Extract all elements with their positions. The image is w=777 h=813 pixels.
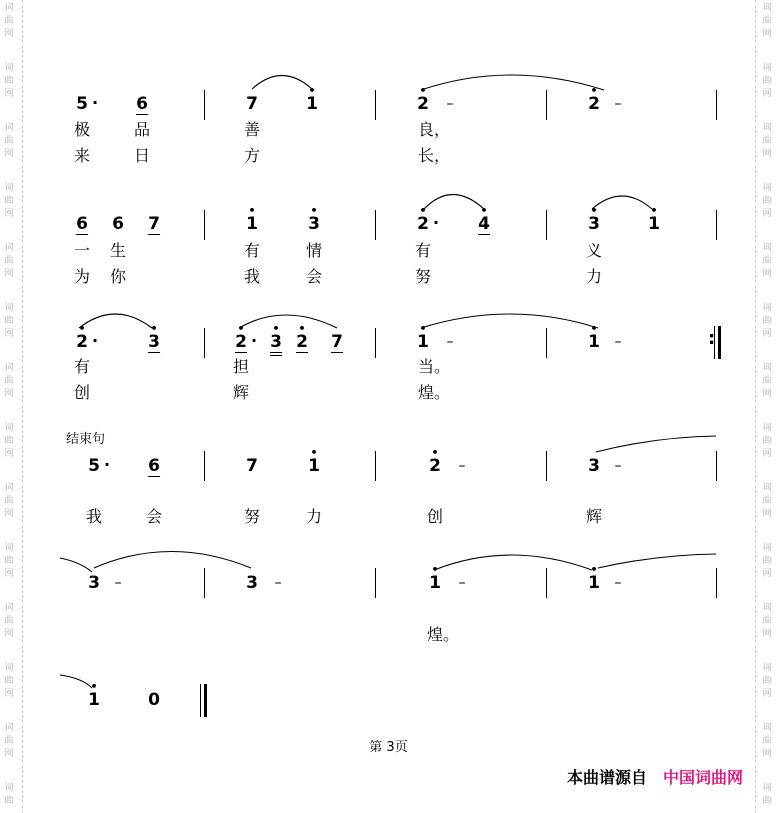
- watermark-char: 词: [4, 63, 14, 73]
- bar-line: [716, 568, 717, 598]
- note: 7: [331, 332, 343, 352]
- source-site-link[interactable]: 中国词曲网: [662, 768, 743, 787]
- slur: [252, 76, 312, 90]
- watermark-char: 曲: [4, 616, 14, 626]
- source-credit: [567, 765, 743, 788]
- watermark-char: 词: [762, 3, 772, 13]
- repeat-thick-bar: [718, 326, 721, 359]
- watermark-char: 词: [762, 783, 772, 793]
- augmentation-dot: ·: [92, 93, 99, 112]
- watermark-char: 词: [762, 123, 772, 133]
- lyric: 来: [73, 146, 91, 165]
- note: 7: [246, 94, 258, 114]
- lyric: 努: [414, 267, 432, 286]
- bar-line: [375, 451, 376, 481]
- dash: –: [114, 575, 122, 591]
- slur: [60, 558, 92, 572]
- watermark-char: 词: [762, 423, 772, 433]
- watermark-char: 词: [762, 243, 772, 253]
- lyric: 努: [243, 507, 261, 526]
- bar-line: [375, 210, 376, 240]
- dash: –: [458, 575, 466, 591]
- dash: –: [446, 334, 454, 350]
- dash: –: [614, 334, 622, 350]
- watermark-char: 词: [762, 63, 772, 73]
- note: 7: [148, 214, 160, 234]
- watermark-char: 曲: [4, 16, 14, 26]
- watermark-char: 网: [4, 569, 14, 579]
- note: • 1: [308, 446, 320, 476]
- note: • 1: [588, 563, 600, 593]
- watermark-char: 词: [4, 183, 14, 193]
- watermark-char: 词: [4, 723, 14, 733]
- watermark-char: 网: [762, 629, 772, 639]
- watermark-char: 词: [762, 603, 772, 613]
- bar-line: [716, 451, 717, 481]
- note: • 3: [308, 204, 320, 234]
- lyric: 我: [85, 507, 103, 526]
- slur: [424, 195, 484, 210]
- watermark-char: 网: [4, 149, 14, 159]
- watermark-char: 词: [762, 543, 772, 553]
- lyric: 有: [243, 241, 261, 260]
- bar-line: [546, 568, 547, 598]
- watermark-char: 曲: [4, 376, 14, 386]
- watermark-char: 曲: [4, 676, 14, 686]
- watermark-char: 网: [762, 329, 772, 339]
- lyric: 长，: [417, 146, 451, 165]
- watermark-char: 词: [4, 123, 14, 133]
- watermark-char: 网: [762, 89, 772, 99]
- note: • 3: [270, 332, 282, 352]
- watermark-char: 曲: [762, 136, 772, 146]
- bar-line: [546, 451, 547, 481]
- augmentation-dot: ·: [104, 455, 111, 474]
- watermark-char: 网: [4, 629, 14, 639]
- bar-line: [546, 328, 547, 358]
- watermark-char: 网: [762, 449, 772, 459]
- lyric: 一: [73, 241, 91, 260]
- watermark-char: 曲: [4, 436, 14, 446]
- bar-line: [546, 210, 547, 240]
- final-thin-bar: [200, 684, 201, 717]
- watermark-char: 网: [762, 509, 772, 519]
- watermark-char: 网: [762, 269, 772, 279]
- note: • 1: [588, 322, 600, 352]
- watermark-char: 曲: [4, 496, 14, 506]
- watermark-char: 网: [762, 689, 772, 699]
- dash: –: [614, 96, 622, 112]
- watermark-char: 词: [4, 663, 14, 673]
- note: 3: [88, 573, 100, 593]
- watermark-char: 曲: [762, 76, 772, 86]
- note: • 2: [235, 322, 247, 352]
- note: 5: [88, 456, 100, 476]
- lyric: 为: [73, 267, 91, 286]
- watermark-char: 词: [762, 363, 772, 373]
- bar-line: [204, 568, 205, 598]
- bar-line: [375, 568, 376, 598]
- lyric: 义: [585, 241, 603, 260]
- slur: [94, 552, 251, 569]
- watermark-char: 词: [762, 663, 772, 673]
- lyric: 创: [426, 507, 444, 526]
- augmentation-dot: ·: [92, 331, 99, 350]
- bar-line: [716, 210, 717, 240]
- dash: –: [614, 458, 622, 474]
- bar-line: [204, 90, 205, 120]
- watermark-char: 曲: [762, 436, 772, 446]
- source-prefix: 本曲谱源自: [566, 768, 647, 787]
- watermark-char: 词: [4, 243, 14, 253]
- slur: [421, 75, 604, 90]
- watermark-char: 词: [4, 603, 14, 613]
- watermark-char: 词: [762, 483, 772, 493]
- note: 6: [148, 456, 160, 476]
- watermark-char: 曲: [4, 556, 14, 566]
- lyric: 生: [109, 241, 127, 260]
- watermark-char: 词: [762, 303, 772, 313]
- note: • 2: [417, 84, 429, 114]
- lyric: 担: [232, 357, 250, 376]
- watermark-char: 网: [4, 209, 14, 219]
- lyric: 力: [585, 267, 603, 286]
- note: • 2: [429, 446, 441, 476]
- watermark-char: 网: [762, 149, 772, 159]
- bar-line: [204, 210, 205, 240]
- repeat-thin-bar: [714, 326, 715, 359]
- lyric: 品: [133, 120, 151, 139]
- note: 6: [136, 94, 148, 114]
- lyric: 日: [133, 146, 151, 165]
- note: 3: [588, 456, 600, 476]
- augmentation-dot: ·: [251, 331, 258, 350]
- watermark-char: 词: [4, 423, 14, 433]
- watermark-char: 曲: [4, 256, 14, 266]
- watermark-char: 曲: [762, 376, 772, 386]
- watermark-char: 曲: [4, 316, 14, 326]
- note: • 1: [429, 563, 441, 593]
- watermark-char: 曲: [762, 796, 772, 806]
- lyric: 极: [73, 120, 91, 139]
- slur: [421, 314, 598, 328]
- lyric: 善: [243, 120, 261, 139]
- lyric: 辉: [585, 507, 603, 526]
- watermark-char: 网: [4, 389, 14, 399]
- repeat-sign-dots: :: [708, 328, 716, 349]
- watermark-char: 网: [4, 329, 14, 339]
- page-number: 第 3页: [369, 740, 408, 755]
- note: • 2: [417, 204, 429, 234]
- slur: [434, 555, 592, 570]
- bar-line: [204, 328, 205, 358]
- lyric: 有: [414, 241, 432, 260]
- watermark-char: 曲: [762, 556, 772, 566]
- watermark-char: 词: [4, 3, 14, 13]
- watermark-char: 网: [762, 29, 772, 39]
- watermark-char: 曲: [4, 736, 14, 746]
- watermark-char: 曲: [762, 196, 772, 206]
- lyric: 当。: [417, 357, 451, 376]
- final-thick-bar: [204, 684, 207, 717]
- note: 5: [76, 94, 88, 114]
- dash: –: [458, 458, 466, 474]
- note: 0: [148, 690, 160, 710]
- bar-line: [375, 328, 376, 358]
- watermark-char: 曲: [4, 796, 14, 806]
- note: • 3: [148, 322, 160, 352]
- watermark-char: 网: [4, 269, 14, 279]
- dash: –: [274, 575, 282, 591]
- watermark-char: 曲: [762, 736, 772, 746]
- note: 6: [112, 214, 124, 234]
- note: • 4: [478, 204, 490, 234]
- dash: –: [614, 575, 622, 591]
- lyric: 你: [109, 267, 127, 286]
- watermark-char: 曲: [762, 676, 772, 686]
- bar-line: [204, 451, 205, 481]
- watermark-char: 网: [762, 749, 772, 759]
- lyric: 创: [73, 383, 91, 402]
- slur: [598, 554, 716, 568]
- watermark-char: 曲: [762, 256, 772, 266]
- lyric: 煌。: [417, 383, 451, 402]
- watermark-char: 网: [762, 209, 772, 219]
- note: • 2: [76, 322, 88, 352]
- watermark-char: 曲: [762, 316, 772, 326]
- lyric: 有: [73, 357, 91, 376]
- watermark-char: 曲: [762, 496, 772, 506]
- watermark-char: 词: [4, 483, 14, 493]
- note: • 1: [417, 322, 429, 352]
- watermark-char: 词: [4, 303, 14, 313]
- note: 7: [246, 456, 258, 476]
- watermark-char: 网: [4, 749, 14, 759]
- ending-section-label: 结束句: [66, 432, 106, 447]
- watermark-char: 曲: [4, 196, 14, 206]
- note: 6: [76, 214, 88, 234]
- note: • 1: [648, 204, 660, 234]
- lyric: 辉: [232, 383, 250, 402]
- watermark-char: 网: [4, 509, 14, 519]
- lyric: 良，: [417, 120, 451, 139]
- watermark-char: 网: [4, 29, 14, 39]
- watermark-char: 曲: [4, 76, 14, 86]
- watermark-char: 词: [4, 363, 14, 373]
- bar-line: [546, 90, 547, 120]
- watermark-char: 曲: [762, 616, 772, 626]
- lyric: 会: [145, 507, 163, 526]
- watermark-char: 词: [4, 783, 14, 793]
- note: • 2: [296, 322, 308, 352]
- lyric: 会: [305, 267, 323, 286]
- bar-line: [716, 90, 717, 120]
- augmentation-dot: ·: [433, 213, 440, 232]
- note: • 1: [246, 204, 258, 234]
- slur: [592, 196, 652, 209]
- lyric: 力: [305, 507, 323, 526]
- watermark-char: 词: [762, 723, 772, 733]
- note: 3: [246, 573, 258, 593]
- note: • 1: [306, 84, 318, 114]
- watermark-char: 网: [4, 449, 14, 459]
- dash: –: [446, 96, 454, 112]
- bar-line: [375, 90, 376, 120]
- watermark-char: 曲: [762, 16, 772, 26]
- note: • 1: [88, 680, 100, 710]
- lyric: 我: [243, 267, 261, 286]
- lyric: 情: [305, 241, 323, 260]
- lyric: 煌。: [426, 625, 460, 644]
- note: • 2: [588, 84, 600, 114]
- watermark-char: 词: [762, 183, 772, 193]
- watermark-char: 网: [4, 689, 14, 699]
- note: • 3: [588, 204, 600, 234]
- slur: [79, 314, 152, 328]
- slur: [239, 315, 337, 328]
- lyric: 方: [243, 146, 261, 165]
- watermark-char: 网: [4, 89, 14, 99]
- watermark-char: 网: [762, 569, 772, 579]
- slur: [596, 436, 716, 452]
- watermark-char: 网: [762, 389, 772, 399]
- watermark-char: 词: [4, 543, 14, 553]
- watermark-char: 曲: [4, 136, 14, 146]
